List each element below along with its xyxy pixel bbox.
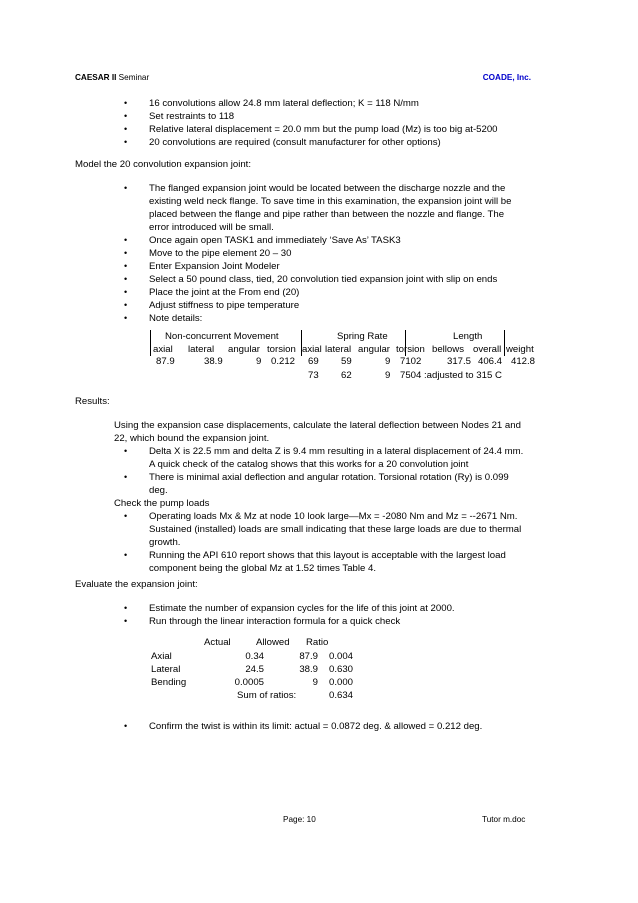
column-header: axial <box>302 344 322 355</box>
pump-heading: Check the pump loads <box>114 498 210 509</box>
table-cell: 406.4 <box>478 356 503 367</box>
list-item: • Estimate the number of expansion cycles for the life of this joint at 2000. <box>124 602 455 615</box>
list-item: • Operating loads Mx & Mz at node 10 look large—Mx = -2080 Nm and Mz = --2671 Nm. Sustained (installed) loads are small indicating that these large loads are due to thermal growth. <box>124 510 521 549</box>
results-paragraph: Using the expansion case displacements, calculate the lateral deflection between Nodes 21 and 22, which bound the expansion joint. <box>114 420 521 444</box>
top-bullet-list <box>124 97 498 149</box>
table-cell: 69 <box>308 356 319 367</box>
table-cell: 73 <box>308 370 319 381</box>
list-item: • Note details: <box>124 312 511 325</box>
pump-bullet-list <box>124 510 521 575</box>
table-cell: 0.212 <box>271 356 296 367</box>
table-cell: 62 <box>341 370 352 381</box>
table-cell: 7102 <box>400 356 422 367</box>
table-cell: 9 <box>312 677 318 688</box>
list-item: • Running the API 610 report shows that this layout is acceptable with the largest load component being the global Mz at 1.52 times Table 4. <box>124 549 521 575</box>
column-header: angular <box>358 344 391 355</box>
list-item: • Delta X is 22.5 mm and delta Z is 9.4 mm resulting in a lateral displacement of 24.4 mm. A quick check of the catalog shows that this works for a 20 convolution joint <box>124 445 523 471</box>
list-item: • Confirm the twist is within its limit: actual = 0.0872 deg. & allowed = 0.212 deg. <box>124 720 482 733</box>
column-header: torsion <box>396 344 425 355</box>
table-divider <box>504 330 505 356</box>
column-header: Allowed <box>256 637 290 648</box>
list-item: • Once again open TASK1 and immediately ‘Save As’ TASK3 <box>124 234 511 247</box>
row-label: Axial <box>151 651 172 662</box>
header-title: CAESAR II Seminar <box>75 73 150 82</box>
column-header: Actual <box>204 637 231 648</box>
evaluate-bullet-list <box>124 602 455 628</box>
list-item: • Run through the linear interaction formula for a quick check <box>124 615 455 628</box>
list-item: • Place the joint at the From end (20) <box>124 286 511 299</box>
table-cell: 87.9 <box>156 356 175 367</box>
table-cell: 38.9 <box>204 356 223 367</box>
column-header: torsion <box>267 344 296 355</box>
sum-label: Sum of ratios: <box>237 690 297 701</box>
list-item: • Select a 50 pound class, tied, 20 convolution tied expansion joint with slip on ends <box>124 273 511 286</box>
list-item: • Adjust stiffness to pipe temperature <box>124 299 511 312</box>
model-heading: Model the 20 convolution expansion joint: <box>75 159 252 170</box>
table-cell: 0.630 <box>328 664 353 675</box>
table-cell: 9 <box>385 370 391 381</box>
row-label: Lateral <box>151 664 181 675</box>
column-header: weight <box>506 344 534 355</box>
group-header: Spring Rate <box>337 331 388 342</box>
results-heading: Results: <box>75 396 110 407</box>
final-bullet-list <box>124 720 482 733</box>
table-cell: 0.0005 <box>234 677 264 688</box>
table-cell: 59 <box>341 356 352 367</box>
column-header: angular <box>228 344 261 355</box>
list-item: • Set restraints to 118 <box>124 110 498 123</box>
file-name: Tutor m.doc <box>482 815 526 824</box>
table-cell: 38.9 <box>299 664 318 675</box>
table-cell: 24.5 <box>245 664 264 675</box>
table-cell: 9 <box>256 356 262 367</box>
table-cell: 0.004 <box>328 651 353 662</box>
table-cell: 412.8 <box>511 356 536 367</box>
list-item: • 16 convolutions allow 24.8 mm lateral deflection; K = 118 N/mm <box>124 97 498 110</box>
list-item: • There is minimal axial deflection and angular rotation. Torsional rotation (Ry) is 0.099 deg. <box>124 471 523 497</box>
results-bullet-list <box>124 445 523 497</box>
list-item: • Enter Expansion Joint Modeler <box>124 260 511 273</box>
row-label: Bending <box>151 677 187 688</box>
column-header: lateral <box>188 344 215 355</box>
table-cell: 0.34 <box>245 651 264 662</box>
column-header: overall <box>473 344 502 355</box>
table-cell: 317.5 <box>447 356 472 367</box>
sum-value: 0.634 <box>328 690 353 701</box>
header-company: COADE, Inc. <box>482 73 531 82</box>
table-cell: 0.000 <box>328 677 353 688</box>
list-item: • Relative lateral displacement = 20.0 mm but the pump load (Mz) is too big at-5200 <box>124 123 498 136</box>
column-header: axial <box>153 344 173 355</box>
table-cell: 9 <box>385 356 391 367</box>
table-cell: 7504 <box>400 370 422 381</box>
table-divider <box>150 330 151 356</box>
table-note: :adjusted to 315 C <box>424 370 502 381</box>
table-cell: 87.9 <box>299 651 318 662</box>
page-number: Page: 10 <box>283 815 316 824</box>
list-item: • 20 convolutions are required (consult manufacturer for other options) <box>124 136 498 149</box>
list-item: • Move to the pipe element 20 – 30 <box>124 247 511 260</box>
evaluate-heading: Evaluate the expansion joint: <box>75 579 198 590</box>
group-header: Length <box>453 331 483 342</box>
group-header: Non-concurrent Movement <box>165 331 279 342</box>
column-header: bellows <box>432 344 464 355</box>
column-header: lateral <box>325 344 352 355</box>
column-header: Ratio <box>306 637 329 648</box>
list-item: • The flanged expansion joint would be located between the discharge nozzle and the existing weld neck flange. To save time in this examination, the expansion joint will be placed between the flange and pipe rather than between the nozzle and flange. The error introduced will be small. <box>124 182 511 234</box>
model-bullet-list <box>124 182 511 325</box>
